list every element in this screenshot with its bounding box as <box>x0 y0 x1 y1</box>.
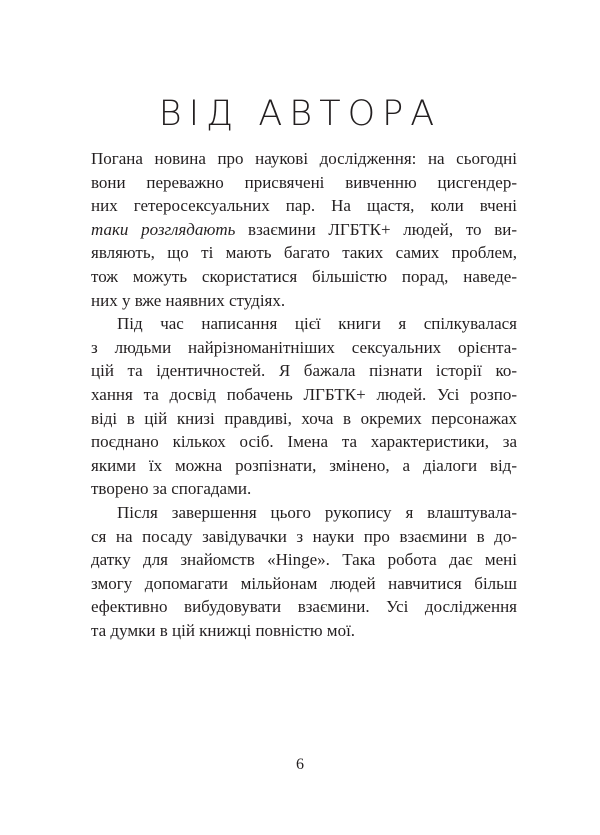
paragraph-line: тож можуть скористатися більшістю порад, наведе- <box>91 266 517 286</box>
paragraph-line: змогу допомагати мільйонам людей навчитися більш <box>91 573 517 593</box>
paragraph-line <box>91 218 517 242</box>
paragraph-line: та думки в цій книжці повністю мої. <box>91 620 356 640</box>
page-number: 6 <box>296 756 304 773</box>
paragraph-line: з людьми найрізноманітніших сексуальних орієнта- <box>91 337 517 357</box>
paragraph-line: хання та досвід побачень ЛГБТК+ людей. Усі розпо- <box>91 384 517 404</box>
paragraph-line: датку для знайомств «Hinge». Така робота дає мені <box>91 550 517 570</box>
paragraph-line: віді в цій книзі правдиві, хоча в окремих персонажах <box>91 408 517 428</box>
chapter-title: ВІД АВТОРА <box>158 94 442 134</box>
paragraph-line: ефективно вибудовувати взаємини. Усі дослідження <box>91 597 517 617</box>
paragraph-line: них гетеросексуальних пар. На щастя, коли вчені <box>91 196 517 216</box>
paragraph-line: них у вже наявних студіях. <box>91 290 286 310</box>
line-rest: взаємини ЛГБТК+ людей, то ви- <box>235 219 517 239</box>
paragraph-line: Під час написання цієї книги я спілкувалася <box>117 314 517 334</box>
paragraph-line: творено за спогадами. <box>91 479 252 499</box>
paragraph-line: Погана новина про наукові дослідження: на сьогодні <box>91 149 517 168</box>
paragraph-line: вони переважно присвячені вивченню цисгендер- <box>91 172 517 192</box>
paragraph-line: цій та ідентичностей. Я бажала пізнати історії ко- <box>91 361 517 381</box>
paragraph-line: поєднано кількох осіб. Імена та характеристики, за <box>91 432 517 452</box>
paragraph-line: являють, що ті мають багато таких самих проблем, <box>91 243 517 263</box>
paragraph-line: ся на посаду завідувачки з науки про взаємини в до- <box>91 526 517 546</box>
italic-phrase: таки розглядають <box>91 219 236 239</box>
paragraph-line: Після завершення цього рукопису я влаштувала- <box>117 502 517 522</box>
paragraph-line: якими їх можна розпізнати, змінено, а діалоги від- <box>91 455 517 475</box>
body-text <box>91 147 517 642</box>
